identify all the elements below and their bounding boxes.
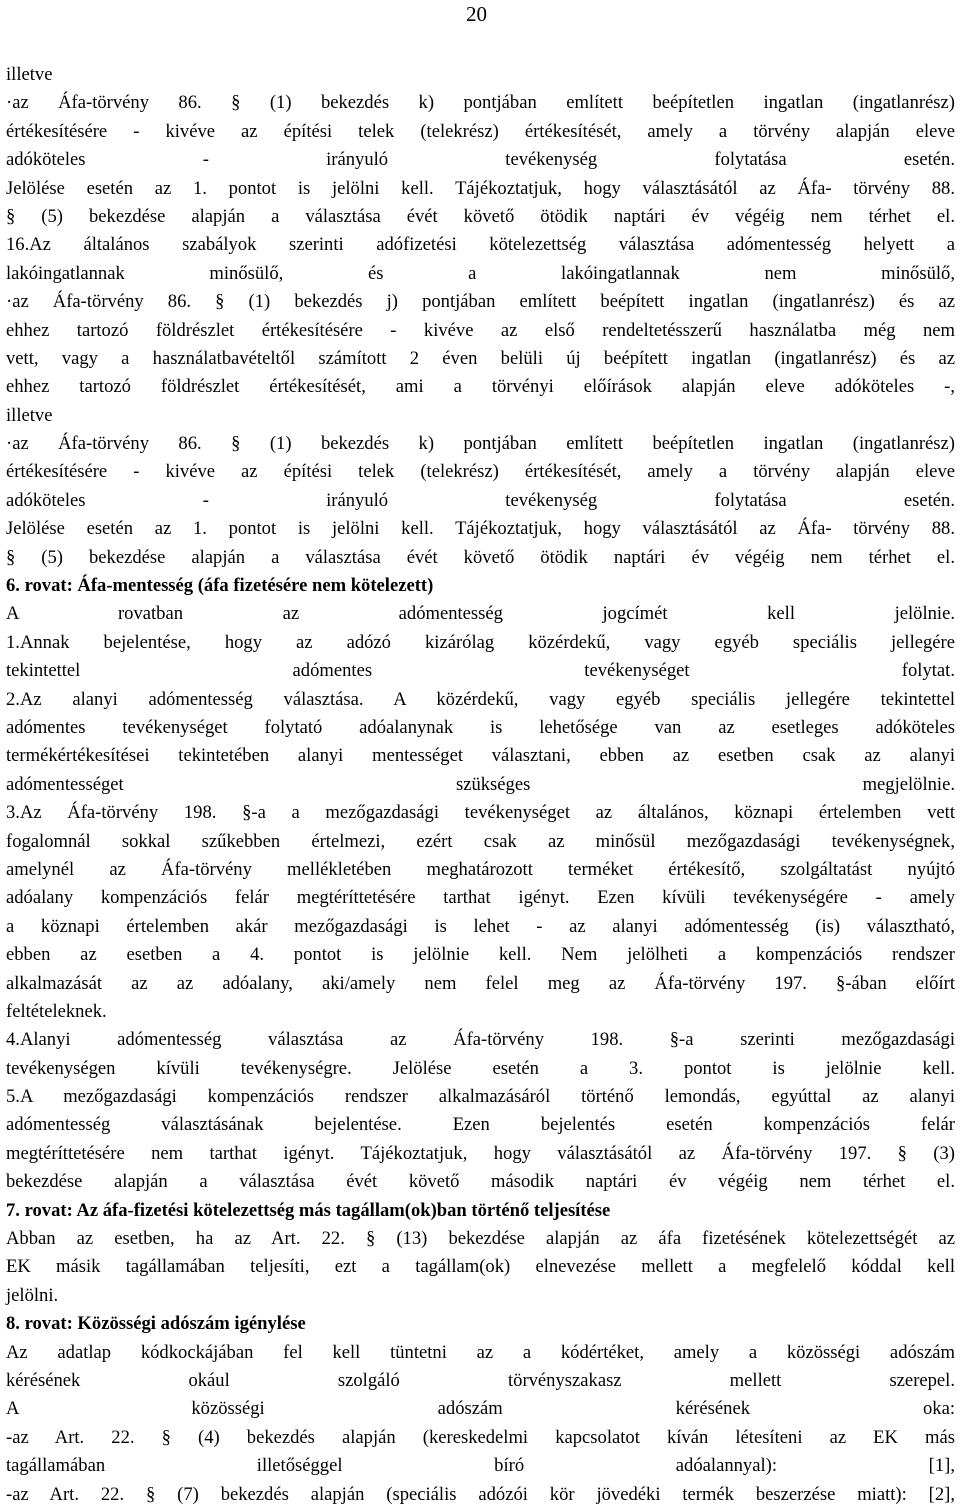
text-line: 4.Alanyi adómentesség választása az Áfa-törvény 198. §-a szerinti mezőgazdasági [6,1029,955,1051]
text-line: amelynél az Áfa-törvény mellékletében meghatározott terméket értékesítő, szolgáltatást nyújtó [6,858,955,880]
text-line: feltételeknek. [6,1000,107,1022]
text-line: Az adatlap kódkockájában fel kell tüntetni az a kódértéket, amely a közösségi adószám [6,1341,955,1363]
text-line: ·az Áfa-törvény 86. § (1) bekezdés j) pontjában említett beépített ingatlan (ingatlanrész) és az [6,291,955,313]
text-line: 5.A mezőgazdasági kompenzációs rendszer alkalmazásáról történő lemondás, egyúttal az alanyi [6,1086,955,1108]
text-line: Abban az esetben, ha az Art. 22. § (13) bekezdése alapján az áfa fizetésének kötelezettségét az [6,1228,955,1250]
text-line: ebben az esetben a 4. pontot is jelölnie kell. Nem jelölheti a kompenzációs rendszer [6,944,955,966]
text-line: -az Art. 22. § (4) bekezdés alapján (kereskedelmi kapcsolatot kíván létesíteni az EK más [6,1426,955,1448]
text-line: megtéríttetésére nem tarthat igényt. Tájékoztatjuk, hogy választásától az Áfa-törvény 197. § (3) [6,1142,955,1164]
text-line: fogalomnál sokkal szűkebben értelmezi, ezért csak az minősül mezőgazdasági tevékenységnek, [6,830,955,852]
text-line: lakóingatlannak minősülő, és a lakóingatlannak nem minősülő, [6,262,955,284]
section-heading: 8. rovat: Közösségi adószám igénylése [6,1313,306,1335]
text-line: ehhez tartozó földrészlet értékesítését, ami a törvényi előírások alapján eleve adóköteles -, [6,376,955,398]
text-line: értékesítésére - kivéve az építési telek (telekrész) értékesítését, amely a törvény alapján eleve [6,120,955,142]
text-line: illetve [6,64,53,85]
text-line: ehhez tartozó földrészlet értékesítésére - kivéve az első rendeltetésszerű használatba még nem [6,319,955,341]
text-line: Jelölése esetén az 1. pontot is jelölni kell. Tájékoztatjuk, hogy választásától az Áfa- törvény 88. [6,518,955,540]
text-line: adóalany kompenzációs felár megtéríttetésére tarthat igényt. Ezen kívüli tevékenységére - amely [6,887,955,909]
text-line: a köznapi értelemben akár mezőgazdasági is lehet - az alanyi adómentesség (is) választható, [6,915,955,937]
text-line: alkalmazását az az adóalany, aki/amely nem felel meg az Áfa-törvény 197. §-ában előírt [6,972,955,994]
text-line: tevékenységen kívüli tevékenységre. Jelölése esetén a 3. pontot is jelölnie kell. [6,1057,955,1079]
text-line: kérésének okául szolgáló törvényszakasz mellett szerepel. [6,1369,955,1391]
text-line: EK másik tagállamában teljesíti, ezt a tagállam(ok) elnevezése mellett a megfelelő kóddal kell [6,1256,955,1278]
text-line: ·az Áfa-törvény 86. § (1) bekezdés k) pontjában említett beépítetlen ingatlan (ingatlanrész) [6,92,955,114]
text-line: Jelölése esetén az 1. pontot is jelölni kell. Tájékoztatjuk, hogy választásától az Áfa- törvény 88. [6,177,955,199]
text-line: adómentesség választásának bejelentése. Ezen bejelentés esetén kompenzációs felár [6,1114,955,1136]
text-line: bekezdése alapján a választása évét követő második naptári év végéig nem térhet el. [6,1171,955,1193]
text-line: ·az Áfa-törvény 86. § (1) bekezdés k) pontjában említett beépítetlen ingatlan (ingatlanrész) [6,433,955,455]
text-line: vett, vagy a használatbavételtől számított 2 éven belüli új beépített ingatlan (ingatlanrész) és az [6,347,955,369]
page-number: 20 [466,2,487,26]
text-line: 3.Az Áfa-törvény 198. §-a a mezőgazdasági tevékenységet az általános, köznapi értelemben vett [6,802,955,824]
section-heading: 6. rovat: Áfa-mentesség (áfa fizetésére nem kötelezett) [6,575,434,597]
text-line: adóköteles - irányuló tevékenység folytatása esetén. [6,149,955,171]
text-line: 1.Annak bejelentése, hogy az adózó kizárólag közérdekű, vagy egyéb speciális jellegére [6,631,955,653]
text-line: tagállamában illetőséggel bíró adóalannyal): [1], [6,1455,955,1477]
text-line: termékértékesítései tekintetében alanyi mentességet választani, ebben az esetben csak az alanyi [6,745,955,767]
section-heading: 7. rovat: Az áfa-fizetési kötelezettség más tagállam(ok)ban történő teljesítése [6,1199,611,1221]
text-line: A rovatban az adómentesség jogcímét kell jelölnie. [6,603,955,625]
text-line: § (5) bekezdése alapján a választása évét követő ötödik naptári év végéig nem térhet el. [6,205,955,227]
text-line: adóköteles - irányuló tevékenység folytatása esetén. [6,489,955,511]
text-line: tekintettel adómentes tevékenységet folytat. [6,660,955,682]
text-line: értékesítésére - kivéve az építési telek (telekrész) értékesítését, amely a törvény alapján eleve [6,461,955,483]
text-line: § (5) bekezdése alapján a választása évét követő ötödik naptári év végéig nem térhet el. [6,546,955,568]
text-line: 16.Az általános szabályok szerinti adófizetési kötelezettség választása adómentesség helyett a [6,234,955,256]
text-line: A közösségi adószám kérésének oka: [6,1398,955,1420]
text-line: -az Art. 22. § (7) bekezdés alapján (speciális adózói kör jövedéki termék beszerzése miatt): [2], [6,1483,955,1505]
text-line: adómentességet szükséges megjelölnie. [6,773,955,795]
text-line: illetve [6,404,53,426]
document-body [6,61,955,1509]
text-line: jelölni. [6,1284,59,1306]
text-line: adómentes tevékenységet folytató adóalanynak is lehetősége van az esetleges adóköteles [6,716,955,738]
text-line: 2.Az alanyi adómentesség választása. A közérdekű, vagy egyéb speciális jellegére tekintettel [6,688,955,710]
